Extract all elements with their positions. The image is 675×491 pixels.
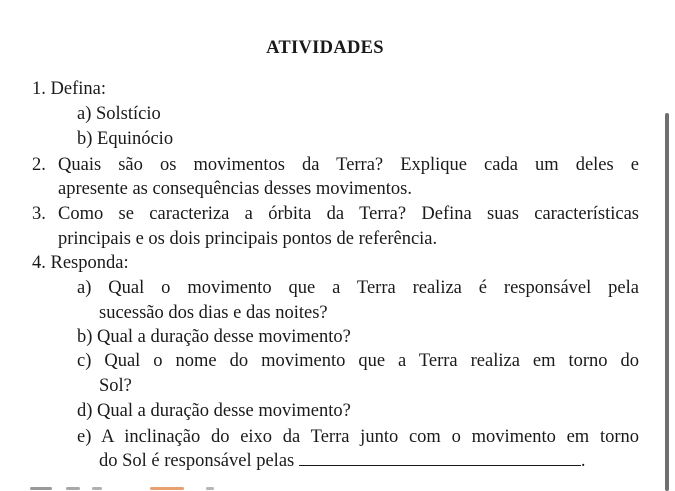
answer-blank[interactable]	[299, 450, 581, 466]
scrollbar[interactable]	[665, 113, 669, 491]
question-4-item-c-line-1: c) Qual o nome do movimento que a Terra realiza em torno do	[77, 351, 639, 371]
question-4-number: 4.	[32, 253, 46, 273]
question-1	[32, 78, 106, 100]
question-1-item-b: b) Equinócio	[77, 129, 174, 149]
question-4-item-e-period: .	[580, 451, 586, 471]
question-4-item-e-line-1: e) A inclinação do eixo da Terra junto com o movimento em torno	[77, 427, 639, 447]
question-1-item-a: a) Solstício	[77, 104, 161, 124]
question-3-line-2: principais e os dois principais pontos de referência.	[58, 229, 438, 249]
question-1-text: Defina:	[50, 79, 106, 99]
question-4-item-e-text: do Sol é responsável pelas	[99, 451, 295, 471]
question-2-line-2: apresente as consequências desses movimentos.	[58, 179, 412, 199]
question-4-item-a-line-2: sucessão dos dias e das noites?	[99, 303, 328, 323]
edge-mark	[150, 487, 184, 490]
question-4-item-e-line-2	[99, 450, 586, 472]
edge-mark	[92, 487, 102, 490]
question-3-line-1: Como se caracteriza a órbita da Terra? Defina suas características	[58, 204, 639, 224]
question-4-item-b: b) Qual a duração desse movimento?	[77, 327, 351, 347]
question-4-item-d: d) Qual a duração desse movimento?	[77, 401, 351, 421]
question-4-item-c-line-2: Sol?	[99, 376, 132, 396]
question-4-item-a-line-1: a) Qual o movimento que a Terra realiza é responsável pela	[77, 278, 639, 298]
question-2-number: 2.	[32, 155, 46, 175]
edge-mark	[206, 487, 214, 490]
question-1-number: 1.	[32, 79, 46, 99]
edge-mark	[66, 487, 80, 490]
question-3-number: 3.	[32, 204, 46, 224]
question-4	[32, 252, 129, 274]
page-title: ATIVIDADES	[266, 38, 384, 58]
bottom-edge-fragment	[0, 486, 675, 491]
edge-mark	[30, 487, 52, 490]
question-2-line-1: Quais são os movimentos da Terra? Explique cada um deles e	[58, 155, 639, 175]
question-4-text: Responda:	[50, 253, 129, 273]
